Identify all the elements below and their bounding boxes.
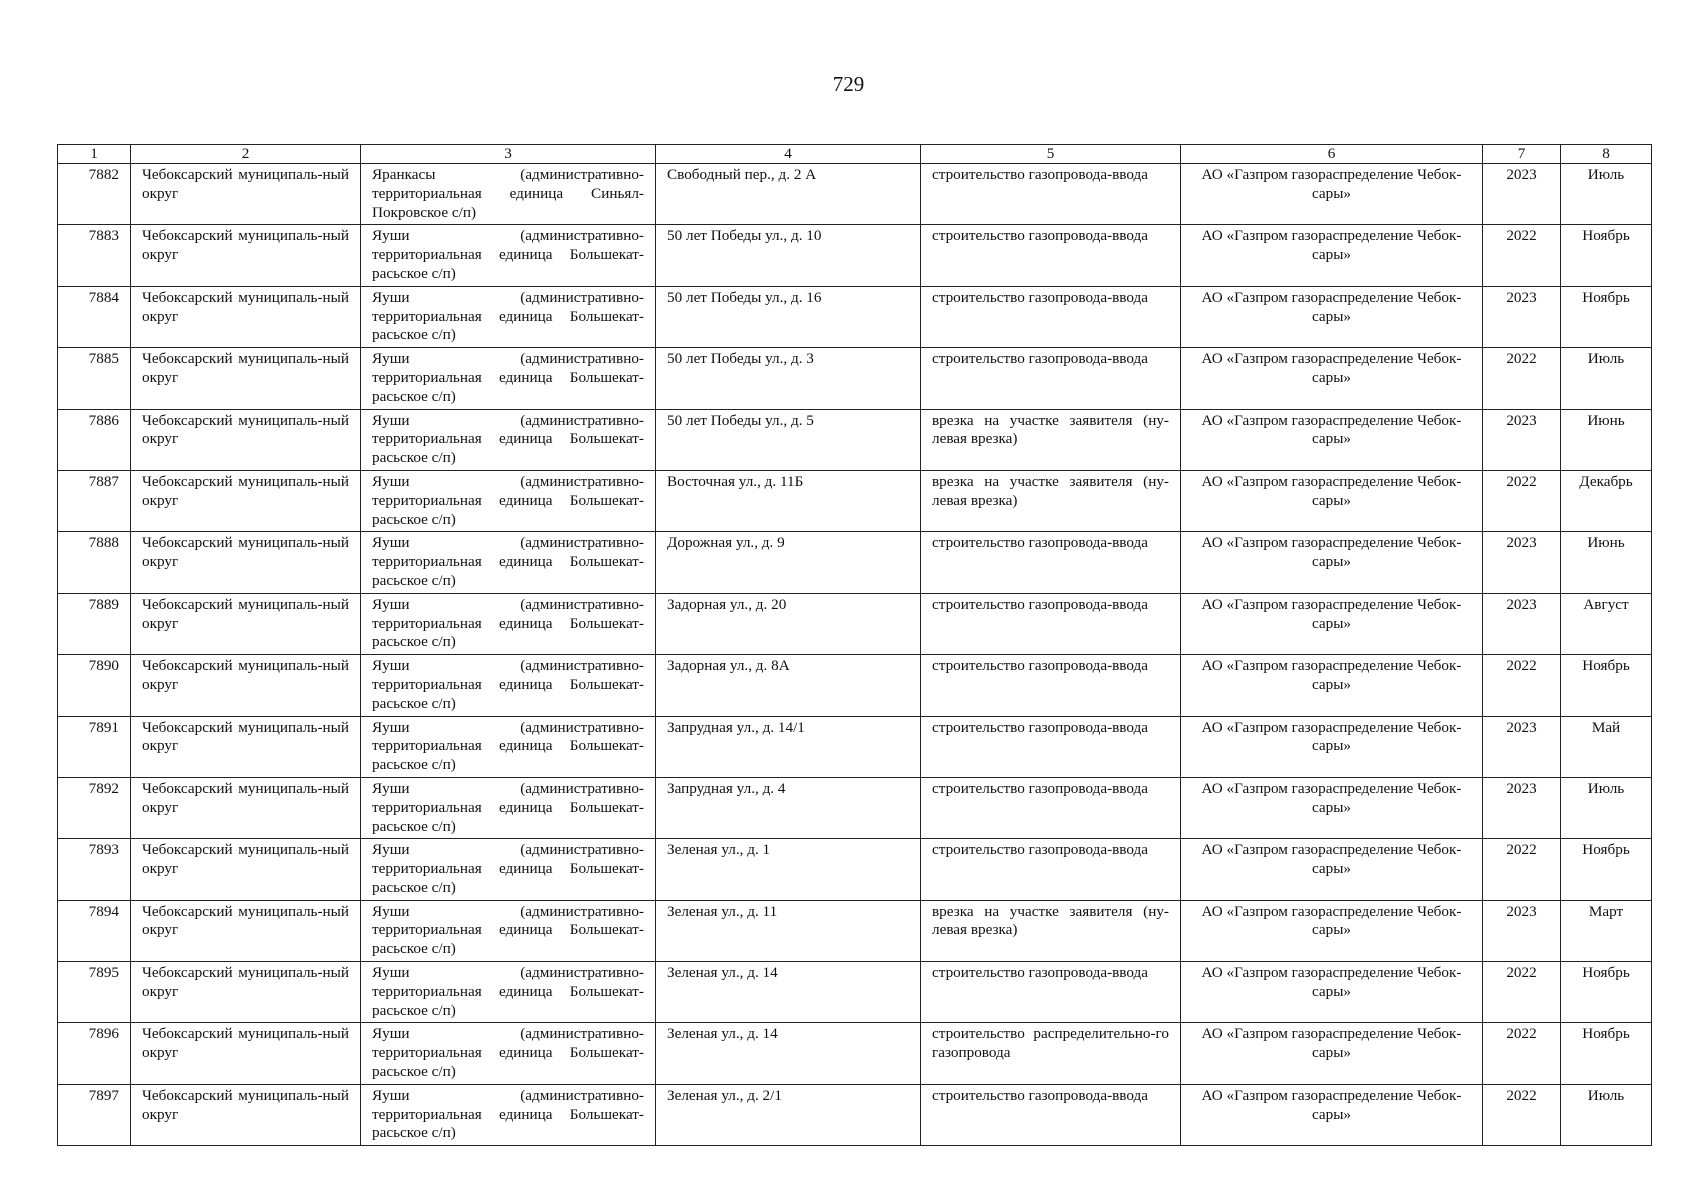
address-cell: Зеленая ул., д. 2/1 [656,1084,921,1145]
work-type-cell: врезка на участке заявителя (ну-левая врезка) [921,900,1181,961]
address-cell: Свободный пер., д. 2 А [656,164,921,225]
district-cell: Чебоксарский муниципаль-ный округ [131,1023,361,1084]
address-cell: Зеленая ул., д. 14 [656,1023,921,1084]
district-cell: Чебоксарский муниципаль-ный округ [131,716,361,777]
table-row [58,532,1652,593]
table-row [58,348,1652,409]
address-cell: Запрудная ул., д. 4 [656,777,921,838]
work-type-cell: строительство газопровода-ввода [921,962,1181,1023]
year-cell: 2023 [1483,716,1561,777]
work-type-cell: строительство газопровода-ввода [921,777,1181,838]
row-number: 7895 [58,962,131,1023]
table-row [58,716,1652,777]
work-type-cell: строительство газопровода-ввода [921,225,1181,286]
locality-cell: Яуши (административно-территориальная единица Большекат-расьское с/п) [361,962,656,1023]
locality-cell: Яуши (административно-территориальная единица Большекат-расьское с/п) [361,286,656,347]
year-cell: 2022 [1483,1023,1561,1084]
month-cell: Июль [1561,1084,1652,1145]
table-row [58,777,1652,838]
column-number-row [58,145,1652,164]
year-cell: 2023 [1483,900,1561,961]
year-cell: 2023 [1483,164,1561,225]
organization-cell: АО «Газпром газораспределение Чебок-сары» [1181,164,1483,225]
address-cell: Зеленая ул., д. 14 [656,962,921,1023]
row-number: 7893 [58,839,131,900]
table-row [58,593,1652,654]
district-cell: Чебоксарский муниципаль-ный округ [131,164,361,225]
work-type-cell: строительство газопровода-ввода [921,348,1181,409]
month-cell: Август [1561,593,1652,654]
address-cell: Зеленая ул., д. 11 [656,900,921,961]
address-cell: Дорожная ул., д. 9 [656,532,921,593]
organization-cell: АО «Газпром газораспределение Чебок-сары» [1181,655,1483,716]
table-row [58,225,1652,286]
month-cell: Март [1561,900,1652,961]
address-cell: 50 лет Победы ул., д. 16 [656,286,921,347]
table-row [58,164,1652,225]
address-cell: Запрудная ул., д. 14/1 [656,716,921,777]
month-cell: Декабрь [1561,470,1652,531]
work-type-cell: врезка на участке заявителя (ну-левая врезка) [921,470,1181,531]
month-cell: Ноябрь [1561,655,1652,716]
row-number: 7884 [58,286,131,347]
column-number: 1 [58,145,131,164]
table-row [58,1023,1652,1084]
table-row [58,409,1652,470]
organization-cell: АО «Газпром газораспределение Чебок-сары» [1181,962,1483,1023]
year-cell: 2022 [1483,962,1561,1023]
organization-cell: АО «Газпром газораспределение Чебок-сары» [1181,1023,1483,1084]
work-type-cell: строительство газопровода-ввода [921,532,1181,593]
work-type-cell: строительство газопровода-ввода [921,164,1181,225]
row-number: 7888 [58,532,131,593]
organization-cell: АО «Газпром газораспределение Чебок-сары» [1181,900,1483,961]
row-number: 7887 [58,470,131,531]
row-number: 7889 [58,593,131,654]
year-cell: 2023 [1483,532,1561,593]
organization-cell: АО «Газпром газораспределение Чебок-сары» [1181,470,1483,531]
year-cell: 2022 [1483,839,1561,900]
district-cell: Чебоксарский муниципаль-ный округ [131,532,361,593]
district-cell: Чебоксарский муниципаль-ный округ [131,286,361,347]
row-number: 7897 [58,1084,131,1145]
month-cell: Июнь [1561,409,1652,470]
work-type-cell: строительство газопровода-ввода [921,286,1181,347]
row-number: 7882 [58,164,131,225]
work-type-cell: строительство газопровода-ввода [921,655,1181,716]
locality-cell: Яуши (административно-территориальная единица Большекат-расьское с/п) [361,777,656,838]
table-row [58,1084,1652,1145]
column-number: 3 [361,145,656,164]
district-cell: Чебоксарский муниципаль-ный округ [131,593,361,654]
year-cell: 2022 [1483,225,1561,286]
organization-cell: АО «Газпром газораспределение Чебок-сары» [1181,1084,1483,1145]
work-type-cell: строительство газопровода-ввода [921,716,1181,777]
year-cell: 2023 [1483,593,1561,654]
table-row [58,839,1652,900]
organization-cell: АО «Газпром газораспределение Чебок-сары» [1181,532,1483,593]
address-cell: Задорная ул., д. 20 [656,593,921,654]
month-cell: Ноябрь [1561,1023,1652,1084]
work-type-cell: строительство распределительно-го газопровода [921,1023,1181,1084]
district-cell: Чебоксарский муниципаль-ный округ [131,348,361,409]
table-row [58,286,1652,347]
year-cell: 2023 [1483,409,1561,470]
address-cell: 50 лет Победы ул., д. 5 [656,409,921,470]
table-row [58,655,1652,716]
month-cell: Ноябрь [1561,286,1652,347]
address-cell: Задорная ул., д. 8А [656,655,921,716]
year-cell: 2022 [1483,655,1561,716]
month-cell: Июль [1561,777,1652,838]
column-number: 5 [921,145,1181,164]
locality-cell: Яуши (административно-территориальная единица Большекат-расьское с/п) [361,470,656,531]
page-number: 729 [832,72,865,96]
locality-cell: Яранкасы (административно-территориальная единица Синьял-Покровское с/п) [361,164,656,225]
organization-cell: АО «Газпром газораспределение Чебок-сары» [1181,593,1483,654]
row-number: 7890 [58,655,131,716]
locality-cell: Яуши (административно-территориальная единица Большекат-расьское с/п) [361,409,656,470]
column-number: 8 [1561,145,1652,164]
organization-cell: АО «Газпром газораспределение Чебок-сары» [1181,839,1483,900]
year-cell: 2022 [1483,348,1561,409]
locality-cell: Яуши (административно-территориальная единица Большекат-расьское с/п) [361,839,656,900]
locality-cell: Яуши (административно-территориальная единица Большекат-расьское с/п) [361,1084,656,1145]
district-cell: Чебоксарский муниципаль-ный округ [131,470,361,531]
month-cell: Июль [1561,348,1652,409]
district-cell: Чебоксарский муниципаль-ный округ [131,1084,361,1145]
address-cell: 50 лет Победы ул., д. 10 [656,225,921,286]
column-number: 4 [656,145,921,164]
row-number: 7892 [58,777,131,838]
locality-cell: Яуши (административно-территориальная единица Большекат-расьское с/п) [361,655,656,716]
table-row [58,470,1652,531]
work-type-cell: строительство газопровода-ввода [921,1084,1181,1145]
locality-cell: Яуши (административно-территориальная единица Большекат-расьское с/п) [361,900,656,961]
month-cell: Ноябрь [1561,839,1652,900]
row-number: 7885 [58,348,131,409]
locality-cell: Яуши (административно-территориальная единица Большекат-расьское с/п) [361,348,656,409]
locality-cell: Яуши (административно-территориальная единица Большекат-расьское с/п) [361,716,656,777]
registry-table [57,144,1652,1146]
locality-cell: Яуши (административно-территориальная единица Большекат-расьское с/п) [361,1023,656,1084]
organization-cell: АО «Газпром газораспределение Чебок-сары» [1181,286,1483,347]
row-number: 7891 [58,716,131,777]
work-type-cell: строительство газопровода-ввода [921,839,1181,900]
organization-cell: АО «Газпром газораспределение Чебок-сары» [1181,716,1483,777]
year-cell: 2022 [1483,470,1561,531]
organization-cell: АО «Газпром газораспределение Чебок-сары» [1181,409,1483,470]
row-number: 7886 [58,409,131,470]
locality-cell: Яуши (административно-территориальная единица Большекат-расьское с/п) [361,532,656,593]
table-row [58,962,1652,1023]
column-number: 2 [131,145,361,164]
row-number: 7894 [58,900,131,961]
district-cell: Чебоксарский муниципаль-ный округ [131,900,361,961]
locality-cell: Яуши (административно-территориальная единица Большекат-расьское с/п) [361,225,656,286]
address-cell: Зеленая ул., д. 1 [656,839,921,900]
address-cell: Восточная ул., д. 11Б [656,470,921,531]
month-cell: Июнь [1561,532,1652,593]
month-cell: Май [1561,716,1652,777]
district-cell: Чебоксарский муниципаль-ный округ [131,962,361,1023]
district-cell: Чебоксарский муниципаль-ный округ [131,839,361,900]
organization-cell: АО «Газпром газораспределение Чебок-сары» [1181,777,1483,838]
month-cell: Ноябрь [1561,225,1652,286]
work-type-cell: строительство газопровода-ввода [921,593,1181,654]
organization-cell: АО «Газпром газораспределение Чебок-сары» [1181,348,1483,409]
table-row [58,900,1652,961]
column-number: 7 [1483,145,1561,164]
district-cell: Чебоксарский муниципаль-ный округ [131,225,361,286]
district-cell: Чебоксарский муниципаль-ный округ [131,777,361,838]
row-number: 7883 [58,225,131,286]
work-type-cell: врезка на участке заявителя (ну-левая врезка) [921,409,1181,470]
year-cell: 2023 [1483,777,1561,838]
district-cell: Чебоксарский муниципаль-ный округ [131,409,361,470]
row-number: 7896 [58,1023,131,1084]
column-number: 6 [1181,145,1483,164]
organization-cell: АО «Газпром газораспределение Чебок-сары» [1181,225,1483,286]
month-cell: Ноябрь [1561,962,1652,1023]
address-cell: 50 лет Победы ул., д. 3 [656,348,921,409]
locality-cell: Яуши (административно-территориальная единица Большекат-расьское с/п) [361,593,656,654]
district-cell: Чебоксарский муниципаль-ный округ [131,655,361,716]
year-cell: 2022 [1483,1084,1561,1145]
year-cell: 2023 [1483,286,1561,347]
month-cell: Июль [1561,164,1652,225]
